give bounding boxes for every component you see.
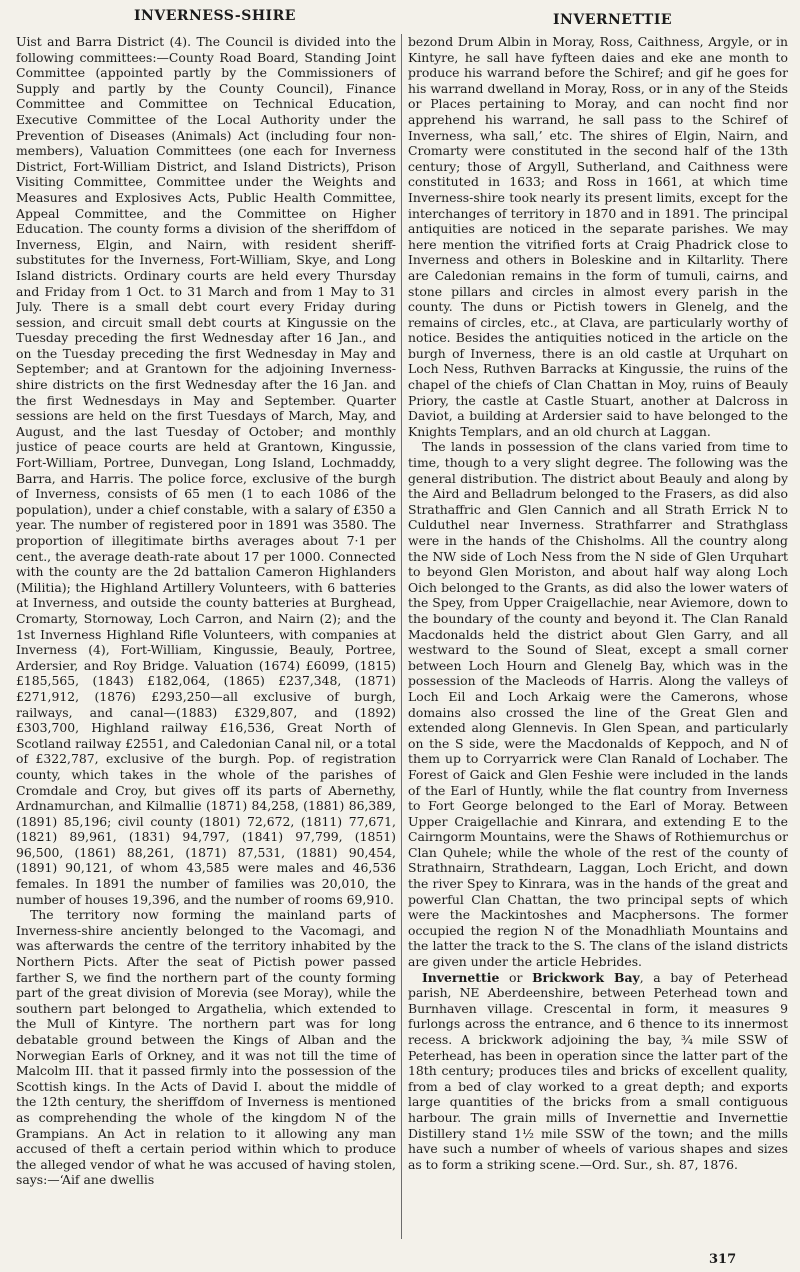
header-right-title: INVERNETTIE (553, 12, 673, 28)
entry-invernettie (408, 970, 788, 1173)
entry-headword: Invernettie (422, 969, 500, 985)
left-paragraph-2: The territory now forming the mainland parts of Inverness-shire anciently belonged to the Vacomagi, and was afterwards the centre of the territory inhabited by the Northern Picts. After the seat of Pictish power passed farther S, we find the northern part of the county forming part of the great division of Morevia (see Moray), while the southern part belonged to Argathelia, which extended to the Mull of Kintyre. The northern part was for long debatable ground between the Kings of Alban and the Norwegian Earls of Orkney, and it was not till the time of Malcolm III. that it passed firmly into the possession of the Scottish kings. In the Acts of David I. about the middle of the 12th century, the sheriffdom of Inverness is mentioned as comprehending the whole of the kingdom N of the Grampians. An Act in relation to it allowing any man accused of theft a certain period within which to produce the alleged vendor of what he was accused of having stolen, says:—‘Aif ane dwellis (16, 907, 396, 1188)
right-column (408, 34, 788, 1239)
left-paragraph-1: Uist and Barra District (4). The Council is divided into the following committees:—County Road Board, Standing Joint Committee (appointed partly by the Commissioners of Supply and partly by the County Council), Finance Committee and Committee on Technical Education, Executive Committee of the Local Authority under the Prevention of Diseases (Animals) Act (including four non-members), Valuation Committees (one each for Inverness District, Fort-William District, and Island Districts), Prison Visiting Committee, Committee under the Weights and Measures and Explosives Acts, Public Health Committee, Appeal Committee, and the Committee on Higher Education. The county forms a division of the sheriffdom of Inverness, Elgin, and Nairn, with resident sheriff-substitutes for the Inverness, Fort-William, Skye, and Long Island districts. Ordinary courts are held every Thursday and Friday from 1 Oct. to 31 March and from 1 May to 31 July. There is a small debt court every Friday during session, and circuit small debt courts at Kingussie on the Tuesday preceding the first Wednesday after 16 Jan., and on the Tuesday preceding the first Wednesday in May and September; and at Grantown for the adjoining Inverness-shire districts on the first Wednesday after the 16 Jan. and the first Wednesdays in May and September. Quarter sessions are held on the first Tuesdays of March, May, and August, and the last Tuesday of October; and monthly justice of peace courts are held at Grantown, Kingussie, Fort-William, Portree, Dunvegan, Long Island, Lochmaddy, Barra, and Harris. The police force, exclusive of the burgh of Inverness, consists of 65 men (1 to each 1086 of the population), under a chief constable, with a salary of £350 a year. The number of registered poor in 1891 was 3580. The proportion of illegitimate births averages about 7·1 per cent., the average death-rate about 17 per 1000. Connected with the county are the 2d battalion Cameron Highlanders (Militia); the Highland Artillery Volunteers, with 6 batteries at Inverness, and outside the county batteries at Burghead, Cromarty, Stornoway, Loch Carron, and Nairn (2); and the 1st Inverness Highland Rifle Volunteers, with companies at Inverness (4), Fort-William, Kingussie, Beauly, Portree, Ardersier, and Roy Bridge. Valuation (1674) £6099, (1815) £185,565, (1843) £182,064, (1865) £237,348, (1871) £271,912, (1876) £293,250—all exclusive of burgh, railways, and canal—(1883) £329,807, and (1892) £303,700, Highland railway £16,536, Great North of Scotland railway £2551, and Caledonian Canal nil, or a total of £322,787, exclusive of the burgh. Pop. of registration county, which takes in the whole of the parishes of Cromdale and Croy, but gives off its parts of Abernethy, Ardnamurchan, and Kilmallie (1871) 84,258, (1881) 86,389, (1891) 85,196; civil county (1801) 72,672, (1811) 77,671, (1821) 89,961, (1831) 94,797, (1841) 97,799, (1851) 96,500, (1861) 88,261, (1871) 87,531, (1881) 90,454, (1891) 90,121, of whom 43,585 were males and 46,536 females. In 1891 the number of families was 20,010, the number of houses 19,396, and the number of rooms 69,910. (16, 34, 396, 907)
column-divider (401, 34, 402, 1239)
header-left-title: INVERNESS-SHIRE (134, 8, 296, 24)
left-column (16, 34, 396, 1239)
entry-alt-headword: Brickwork Bay (532, 969, 640, 985)
right-paragraph-2: The lands in possession of the clans varied from time to time, though to a very slight degree. The following was the general distribution. The district about Beauly and along by the Aird and Belladrum belonged to the Frasers, as did also Strathaffric and Glen Cannich and all Strath Errick N to Culduthel near Inverness. Strathfarrer and Strathglass were in the hands of the Chisholms. All the country along the NW side of Loch Ness from the N side of Glen Urquhart to beyond Glen Moriston, and about half way along Loch Oich belonged to the Grants, as did also the lower waters of the Spey, from Upper Craigellachie, near Aviemore, down to the boundary of the county and beyond it. The Clan Ranald Macdonalds held the district about Glen Garry, and all westward to the Sound of Sleat, except a small corner between Loch Hourn and Glenelg Bay, which was in the possession of the Macleods of Harris. Along the valleys of Loch Eil and Loch Arkaig were the Camerons, whose domains also crossed the line of the Great Glen and extended along Glennevis. In Glen Spean, and particularly on the S side, were the Macdonalds of Keppoch, and N of them up to Corryarrick were Clan Ranald of Lochaber. The Forest of Gaick and Glen Feshie were included in the lands of the Earl of Huntly, while the flat country from Inverness to Fort George belonged to the Earl of Moray. Between Upper Craigellachie and Kinrara, and extending E to the Cairngorm Mountains, were the Shaws of Rothiemurchus or Clan Quhele; while the whole of the rest of the county of Strathnairn, Strathdearn, Laggan, Loch Ericht, and down the river Spey to Kinrara, was in the hands of the great and powerful Clan Chattan, the two principal septs of which were the Mackintoshes and Macphersons. The former occupied the region N of the Monadhliath Mountains and the latter the track to the S. The clans of the island districts are given under the article Hebrides. (408, 439, 788, 970)
running-header (10, 8, 790, 32)
page-number: 317 (709, 1252, 737, 1267)
right-paragraph-1: bezond Drum Albin in Moray, Ross, Caithness, Argyle, or in Kintyre, he sall have fyfteen daies and eke ane month to produce his warrand before the Schiref; and gif he goes for his warrand dwelland in Moray, Ross, or in any of the Steids or Places pertaining to Moray, and can nocht find nor apprehend his warrand, he sall pass to the Schiref of Inverness, wha sall,’ etc. The shires of Elgin, Nairn, and Cromarty were constituted in the second half of the 13th century; those of Argyll, Sutherland, and Caithness were constituted in 1633; and Ross in 1661, at which time Inverness-shire took nearly its present limits, except for the interchanges of territory in 1870 and in 1891. The principal antiquities are noticed in the separate parishes. We may here mention the vitrified forts at Craig Phadrick close to Inverness and others in Boleskine and in Kiltarlity. There are Caledonian remains in the form of tumuli, cairns, and stone pillars and circles in almost every parish in the county. The duns or Pictish towers in Glenelg, and the remains of circles, etc., at Clava, are particularly worthy of notice. Besides the antiquities noticed in the article on the burgh of Inverness, there is an old castle at Urquhart on Loch Ness, Ruthven Barracks at Kingussie, the ruins of the chapel of the chiefs of Clan Chattan in Moy, ruins of Beauly Priory, the castle at Castle Stuart, another at Dalcross in Daviot, a building at Ardersier said to have belonged to the Knights Templars, and an old church at Laggan. (408, 34, 788, 439)
entry-body: , a bay of Peterhead parish, NE Aberdeenshire, between Peterhead town and Burnhaven village. Crescental in form, it measures 9 furlongs across the entrance, and 6 thence to its innermost recess. A brickwork adjoining the bay, ¾ mile SSW of Peterhead, has been in operation since the latter part of the 18th century; produces tiles and bricks of excellent quality, from a bed of clay worked to a great depth; and exports large quantities of the bricks from a small contiguous harbour. The grain mills of Invernettie and Invernettie Distillery stand 1½ mile SSW of the town; and the mills have such a number of wheels of various shapes and sizes as to form a striking scene.—Ord. Sur., sh. 87, 1876. (408, 969, 788, 1172)
entry-or: or (499, 969, 533, 985)
